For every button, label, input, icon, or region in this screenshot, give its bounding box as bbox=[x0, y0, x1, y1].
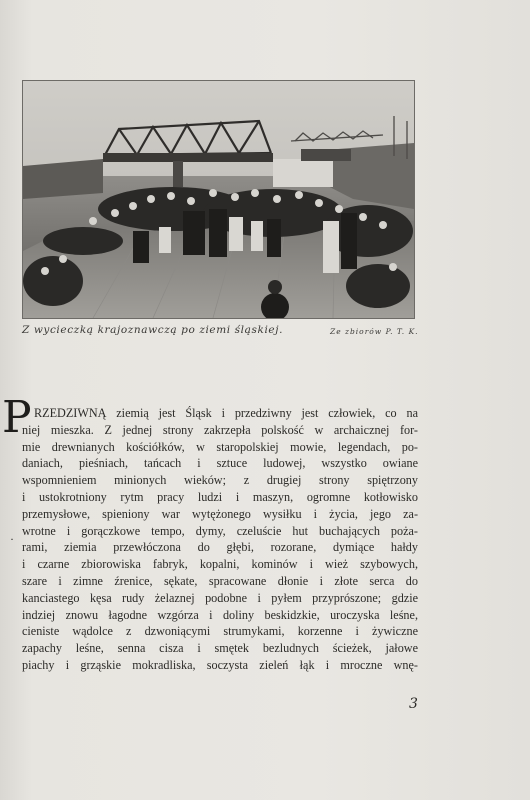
drop-cap: P bbox=[2, 392, 32, 443]
text-line: wrotne i gorączkowe tempo, dymy, czeluście hut buchających poża- bbox=[22, 523, 418, 538]
text-line: wspomnieniem minionych wieków; z drugiej strony spiętrzony bbox=[22, 473, 418, 488]
text-line: RZEDZIWNĄ ziemią jest Śląsk i przedziwny jest człowiek, co na bbox=[34, 406, 418, 420]
margin-mark: · bbox=[10, 532, 14, 546]
text-line: daniach, pieśniach, tańcach i sztuce ludowej, wszystko owiane bbox=[22, 456, 418, 471]
text-line: kanciastego kęsa rudy żelaznej podobne i pyłem przyprószone; gdzie bbox=[22, 590, 418, 605]
text-line: i czarne zbiorowiska fabryk, kopalni, kominów i wież szybowych, bbox=[22, 557, 418, 572]
photo-caption: Z wycieczką krajoznawczą po ziemi śląskiej. bbox=[22, 324, 284, 336]
photograph-excursion bbox=[22, 80, 415, 319]
text-line: niej mieszka. Z jednej strony zakrzepła polskość w archaicznej for- bbox=[22, 422, 418, 437]
text-line: indziej znowu łagodne wzgórza i doliny beskidzkie, uroczyska leśne, bbox=[22, 607, 418, 622]
photo-credit: Ze zbiorów P. T. K. bbox=[330, 327, 419, 336]
text-line: i ustokrotniony rytm pracy ludzi i maszyn, ogromne kotłowisko bbox=[22, 489, 418, 504]
text-line: przemysłowe, spieniony war wytężonego wysiłku i życia, jego za- bbox=[22, 506, 418, 521]
article-body bbox=[22, 405, 418, 674]
text-line: piachy i grząskie mokradliska, soczysta zieleń łąk i mroczne wnę- bbox=[22, 657, 418, 672]
text-line: zapachy leśne, senna cisza i smętek bezludnych ścieżek, jałowe bbox=[22, 641, 418, 656]
page-number: 3 bbox=[409, 696, 418, 712]
text-line: szare i zimne źrenice, sękate, spracowane dłonie i złote serca do bbox=[22, 573, 418, 588]
text-line: cieniste wądolce z dzwoniącymi strumykami, korzenne i żywiczne bbox=[22, 624, 418, 639]
text-line: rami, ziemia przewłóczona do głębi, rozorane, dymiące hałdy bbox=[22, 540, 418, 555]
text-line: mie drewnianych kościółków, w staropolskiej mowie, legendach, po- bbox=[22, 439, 418, 454]
